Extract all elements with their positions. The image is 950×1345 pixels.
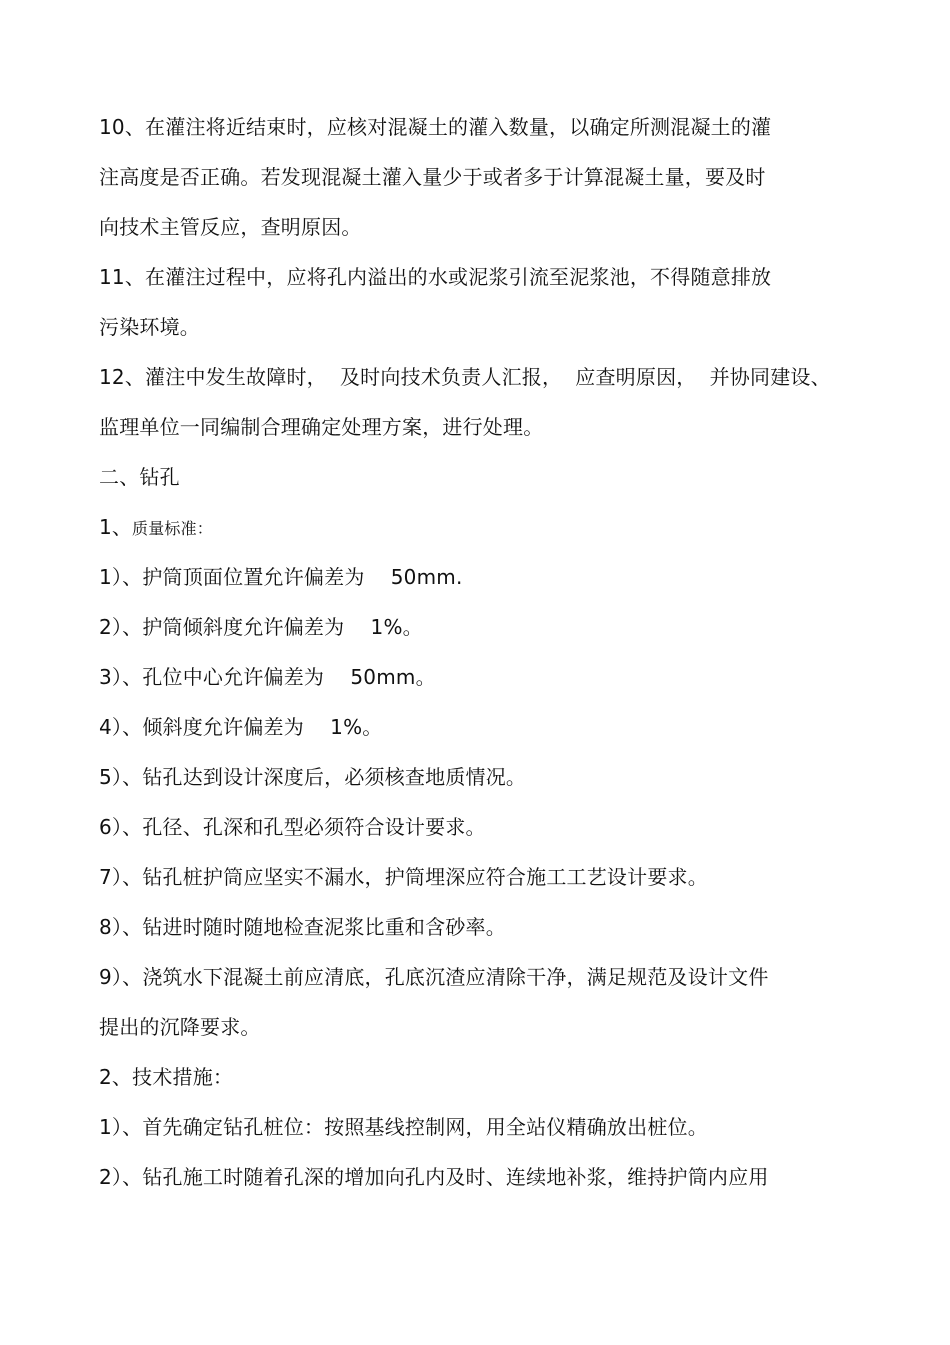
- text-line-7: 监理单位一同编制合理确定处理方案，进行处理。: [99, 415, 544, 439]
- section-heading-drilling: 二、钻孔: [99, 465, 180, 489]
- text-line-4: 11、在灌注过程中，应将孔内溢出的水或泥浆引流至泥浆池，不得随意排放: [99, 265, 772, 289]
- text-line-11: 2）、护筒倾斜度允许偏差为 1%。: [99, 615, 423, 639]
- text-line-21: 1）、首先确定钻孔桩位：按照基线控制网，用全站仪精确放出桩位。: [99, 1115, 708, 1139]
- text-line-14: 5）、钻孔达到设计深度后，必须核查地质情况。: [99, 765, 527, 789]
- text-line-10: 1）、护筒顶面位置允许偏差为 50mm.: [99, 565, 463, 589]
- subsection-1-title: 质量标准：: [132, 519, 214, 538]
- text-line-18: 9）、浇筑水下混凝土前应清底，孔底沉渣应清除干净，满足规范及设计文件: [99, 965, 769, 989]
- text-line-6: 12、灌注中发生故障时， 及时向技术负责人汇报， 应查明原因， 并协同建设、: [99, 365, 831, 389]
- text-line-15: 6）、孔径、孔深和孔型必须符合设计要求。: [99, 815, 486, 839]
- text-line-1: 10、在灌注将近结束时，应核对混凝土的灌入数量，以确定所测混凝土的灌: [99, 115, 772, 139]
- subsection-2-title: 2、技术措施：: [99, 1065, 234, 1089]
- subsection-1-number: 1、: [99, 515, 133, 539]
- text-line-2: 注高度是否正确。若发现混凝土灌入量少于或者多于计算混凝土量，要及时: [99, 165, 766, 189]
- text-line-3: 向技术主管反应，查明原因。: [99, 215, 362, 239]
- text-line-17: 8）、钻进时随时随地检查泥浆比重和含砂率。: [99, 915, 506, 939]
- text-line-5: 污染环境。: [99, 315, 200, 339]
- text-line-12: 3）、孔位中心允许偏差为 50mm。: [99, 665, 436, 689]
- text-line-13: 4）、倾斜度允许偏差为 1%。: [99, 715, 383, 739]
- text-line-19: 提出的沉降要求。: [99, 1015, 261, 1039]
- text-line-22: 2）、钻孔施工时随着孔深的增加向孔内及时、连续地补浆，维持护筒内应用: [99, 1165, 769, 1189]
- text-line-16: 7）、钻孔桩护筒应坚实不漏水，护筒埋深应符合施工工艺设计要求。: [99, 865, 708, 889]
